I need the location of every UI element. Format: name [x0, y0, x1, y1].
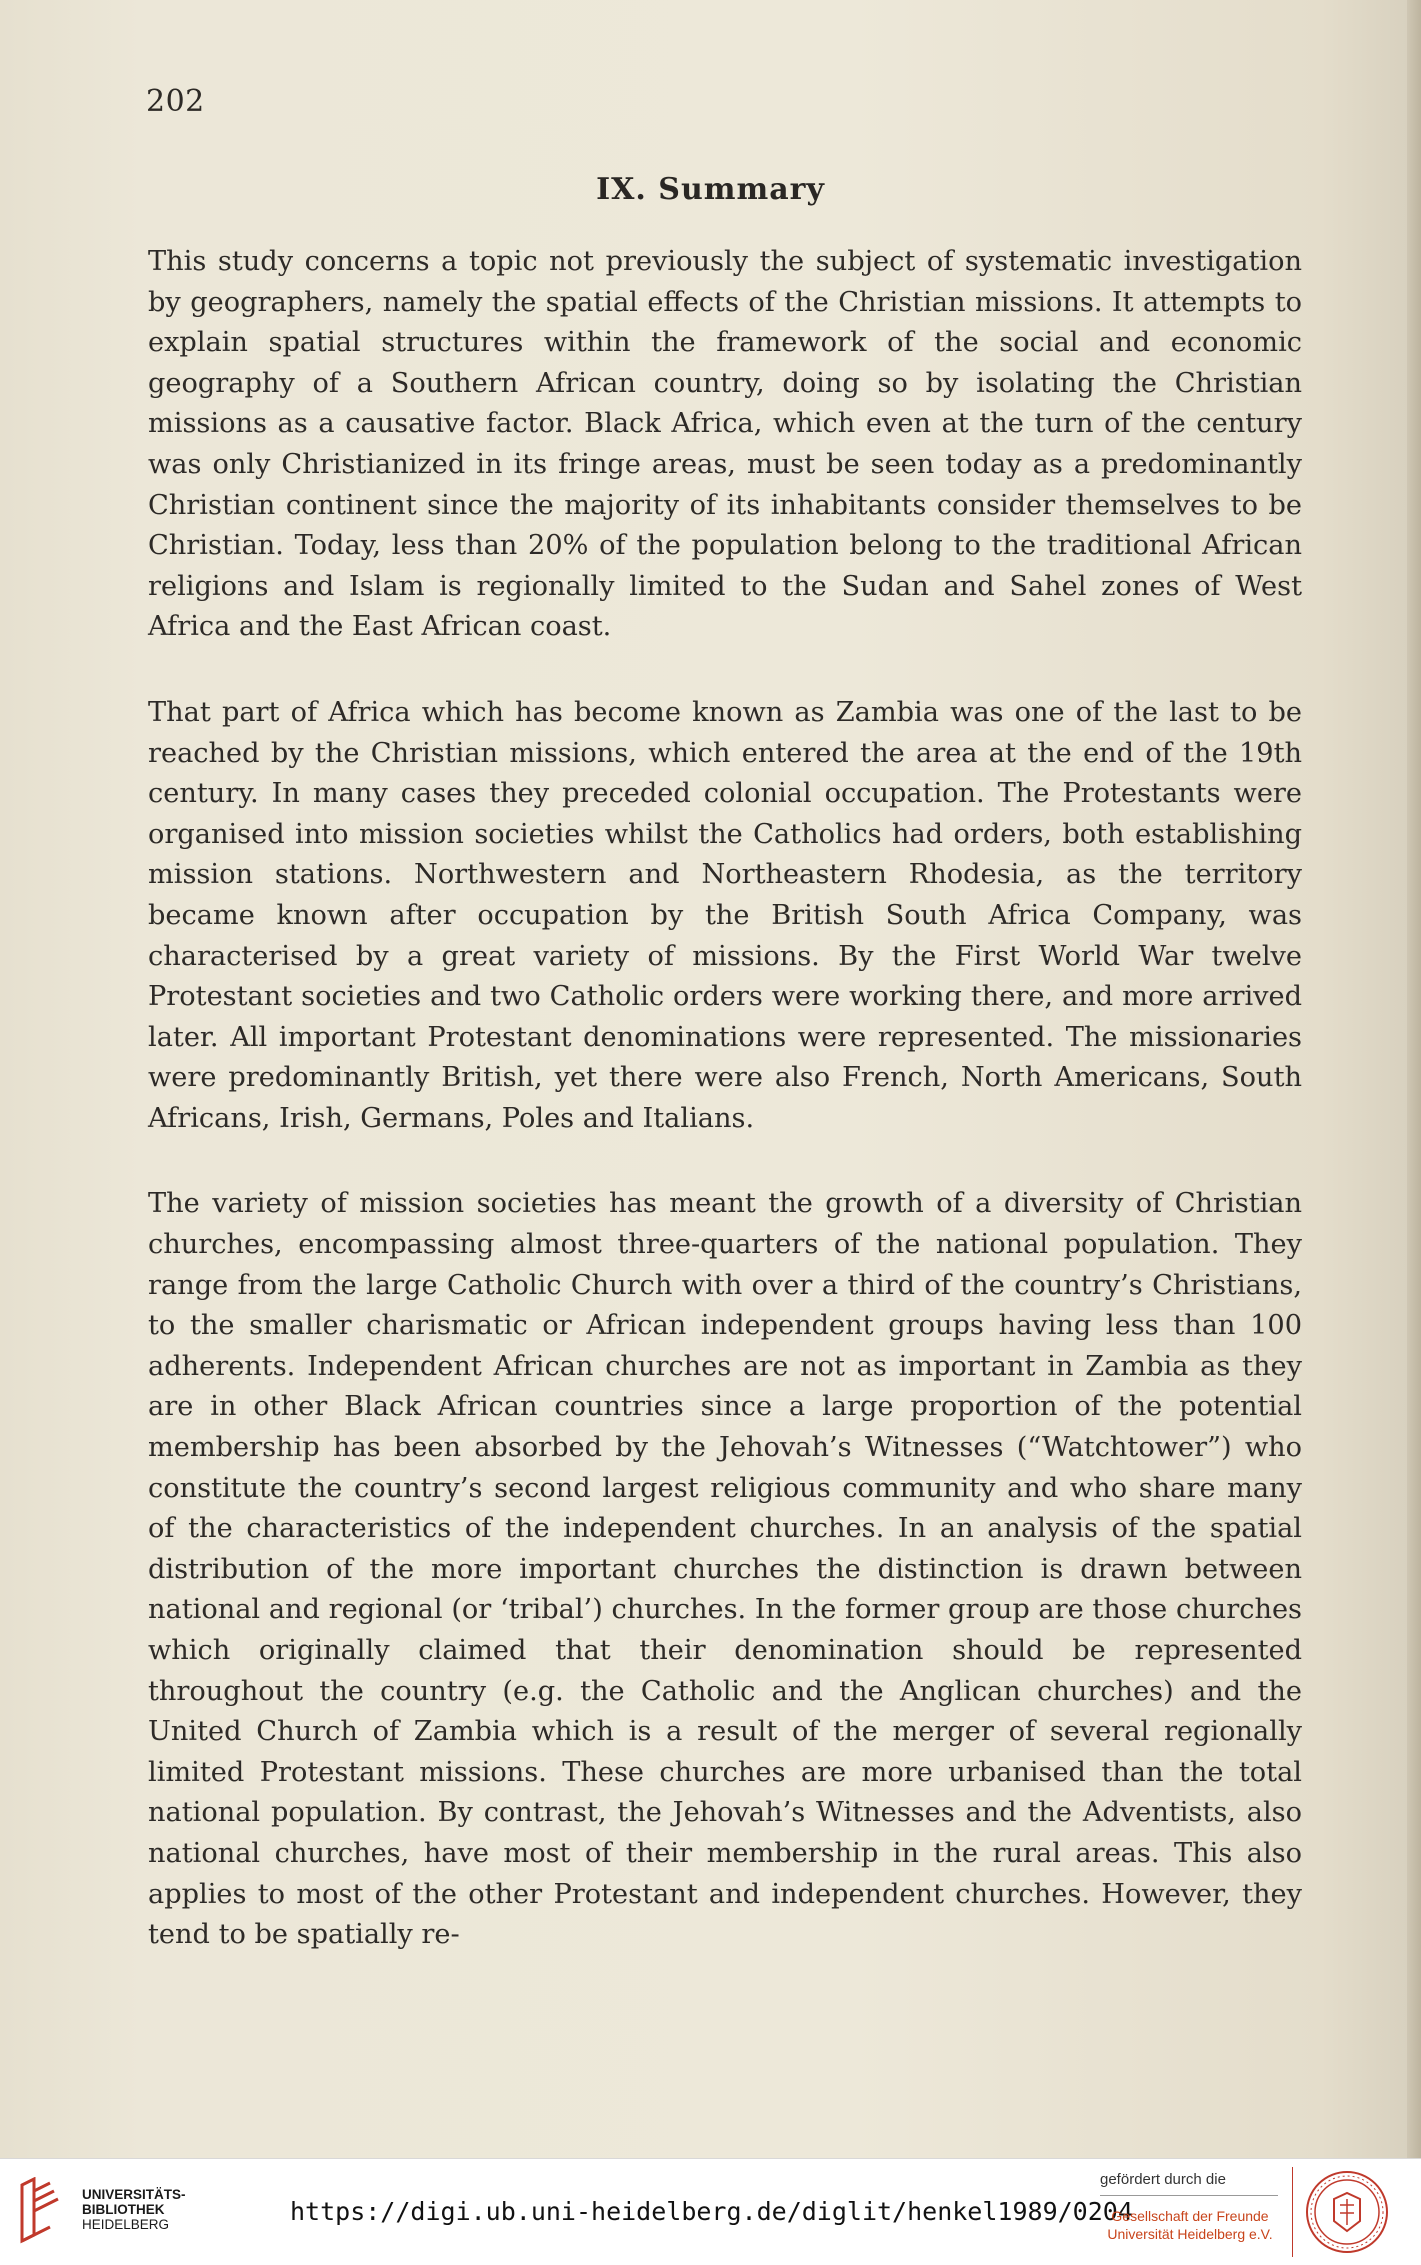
paragraph-1: This study concerns a topic not previously the subject of systematic investigation by geographers, namely the spatial effects of the Christian missions. It attempts to explain spatial structures within the framework of the social and economic geography of a Southern African country, doing so by isolating the Christian missions as a causative factor. Black Africa, which even at the turn of the century was only Christianized in its fringe areas, must be seen today as a predominantly Christian continent since the majority of its inhabitants consider themselves to be Christian. Today, less than 20% of the population belong to the traditional African religions and Islam is regionally limited to the Sudan and Sahel zones of West Africa and the East African coast. [148, 246, 1302, 643]
library-line-2: BIBLIOTHEK [82, 2202, 165, 2217]
viewer-footer [0, 2158, 1421, 2265]
library-line-1: UNIVERSITÄTS- [82, 2187, 186, 2202]
footer-divider [1292, 2167, 1293, 2257]
permalink-url[interactable]: https://digi.ub.uni-heidelberg.de/diglit/henkel1989/0204 [290, 2197, 1133, 2226]
library-line-3: HEIDELBERG [82, 2217, 170, 2232]
body-text [148, 242, 1302, 1956]
page-edge [1407, 0, 1421, 2158]
sponsor-name[interactable] [1100, 2207, 1280, 2243]
library-name[interactable] [82, 2187, 186, 2232]
university-seal-icon[interactable] [1304, 2169, 1390, 2255]
sponsor-divider [1100, 2195, 1278, 2196]
ub-heidelberg-logo-icon[interactable] [14, 2177, 70, 2247]
page-number: 202 [146, 84, 205, 119]
paragraph-2: That part of Africa which has become known as Zambia was one of the last to be reached by the Christian missions, which entered the area at the end of the 19th century. In many cases they preceded colonial occupation. The Protestants were organised into mission societies whilst the Catholics had orders, both establishing mission stations. Northwestern and Northeastern Rhodesia, as the territory became known after occupation by the British South Africa Company, was characterised by a great variety of missions. By the First World War twelve Protestant societies and two Catholic orders were working there, and more arrived later. All important Protestant denominations were represented. The missionaries were predominantly British, yet there were also French, North Americans, South Africans, Irish, Germans, Poles and Italians. [148, 696, 1302, 1134]
sponsor-line-1: Gesellschaft der Freunde [1111, 2208, 1269, 2224]
sponsor-line-2: Universität Heidelberg e.V. [1107, 2226, 1273, 2242]
sponsor-intro: gefördert durch die [1100, 2171, 1226, 2188]
paragraph-3: The variety of mission societies has meant the growth of a diversity of Christian churches, encompassing almost three-quarters of the national population. They range from the large Catholic Church with over a third of the country’s Christians, to the smaller charismatic or African independent groups having less than 100 adherents. Independent African churches are not as important in Zambia as they are in other Black African countries since a large proportion of the potential membership has been absorbed by the Jehovah’s Witnesses (“Watchtower”) who constitute the country’s second largest religious community and who share many of the characteristics of the independent churches. In an analysis of the spatial distribution of the more important churches the distinction is drawn between national and regional (or ‘tribal’) churches. In the former group are those churches which originally claimed that their denomination should be represented throughout the country (e.g. the Catholic and the Anglican churches) and the United Church of Zambia which is a result of the merger of several regionally limited Protestant missions. These churches are more urbanised than the total national population. By contrast, the Jehovah’s Witnesses and the Adventists, also national churches, have most of their membership in the rural areas. This also applies to most of the other Protestant and independent churches. However, they tend to be spatially re- [148, 1188, 1302, 1951]
section-heading: IX. Summary [596, 172, 825, 207]
